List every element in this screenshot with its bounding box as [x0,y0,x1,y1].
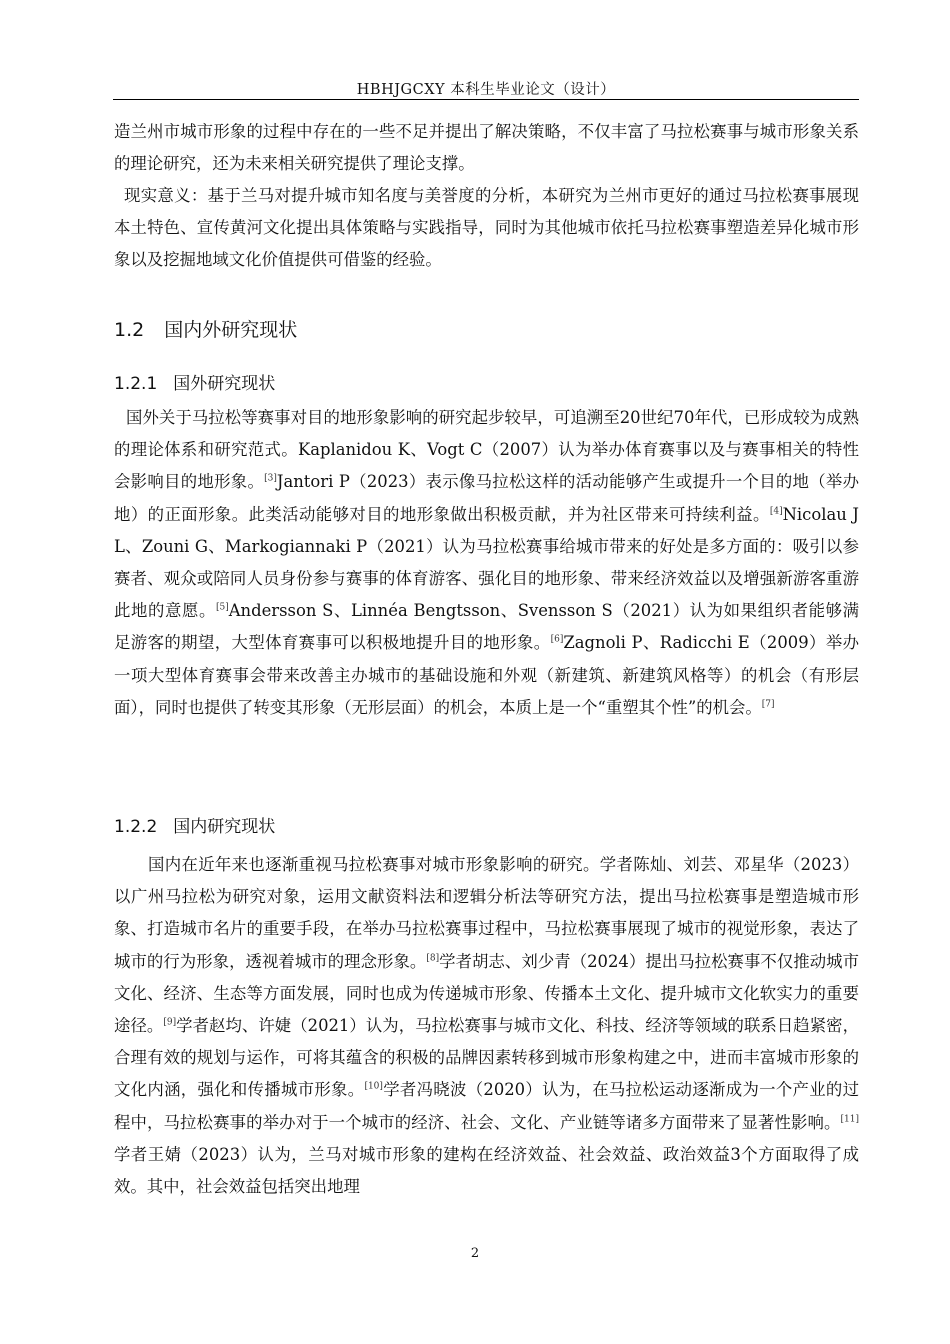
page-number: 2 [470,1246,480,1261]
citation-ref[interactable]: [11] [840,1114,859,1125]
header-rule [113,99,859,100]
section-heading-1-2 [114,315,297,342]
page-header: HBHJGCXY 本科生毕业论文（设计） [356,82,616,98]
section-heading-1-2-2 [114,812,275,837]
text-segment: Zagnoli P、Radicchi E（2009）举办一项大型体育赛事会带来改善主办城市的基础设施和外观（新建筑、新建筑风格等）的机会（有形层面），同时也提供了转变其形象（无形层面）的机会，本质上是一个“重塑其个性”的机会。 [114,633,859,717]
text-segment: 学者胡志、刘少青（2024）提出马拉松赛事不仅推动城市文化、经济、生态等方面发展，同时也成为传递城市形象、传播本土文化、提升城市文化软实力的重要途径。 [114,951,860,1036]
paragraph-practical-significance: 现实意义：基于兰马对提升城市知名度与美誉度的分析，本研究为兰州市更好的通过马拉松赛事展现本土特色、宣传黄河文化提出具体策略与实践指导，同时为其他城市依托马拉松赛事塑造差异化城市形象以及挖掘地域文化价值提供可借鉴的经验。 [114,186,859,270]
citation-ref[interactable]: [4] [769,506,783,517]
citation-ref[interactable]: [9] [163,1017,177,1028]
citation-ref[interactable]: [7] [761,699,775,710]
text-segment: Jantori P（2023）表示像马拉松这样的活动能够产生或提升一个目的地（举办地）的正面形象。此类活动能够对目的地形象做出积极贡献，并为社区带来可持续利益。 [114,472,859,524]
citation-ref[interactable]: [10] [364,1081,383,1092]
paragraph-domestic-research [114,849,859,1203]
text-segment: 学者王婧（2023）认为，兰马对城市形象的建构在经济效益、社会效益、政治效益3个方面取得了成效。其中，社会效益包括突出地理 [114,1144,859,1197]
paragraph-foreign-research [114,402,859,724]
section-title: 国外研究现状 [173,374,276,394]
text-segment: 学者赵均、许婕（2021）认为，马拉松赛事与城市文化、科技、经济等领域的联系日趋紧密，合理有效的规划与运作，可将其蕴含的积极的品牌因素转移到城市形象构建之中，进而丰富城市形象的文化内涵，强化和传播城市形象。 [114,1016,859,1100]
section-number: 1.2 [114,319,145,341]
text-segment: 国内在近年来也逐渐重视马拉松赛事对城市形象影响的研究。学者陈灿、刘芸、邓星华（2023）以广州马拉松为研究对象，运用文献资料法和逻辑分析法等研究方法，提出马拉松赛事是塑造城市形象、打造城市名片的重要手段，在举办马拉松赛事过程中，马拉松赛事展现了城市的视觉形象，表达了城市的行为形象，透视着城市的理念形象。 [114,855,859,971]
citation-ref[interactable]: [3] [264,473,277,484]
section-number: 1.2.1 [114,374,158,394]
text-segment: Nicolau J L、Zouni G、Markogiannaki P（2021）认为马拉松赛事给城市带来的好处是多方面的：吸引以参赛者、观众或陪同人员身份参与赛事的体育游客、强化目的地形象、带来经济效益以及增强新游客重游此地的意愿。 [114,504,860,621]
citation-ref[interactable]: [8] [426,953,440,964]
citation-ref[interactable]: [5] [215,602,229,613]
section-heading-1-2-1 [114,369,275,394]
citation-ref[interactable]: [6] [550,634,564,645]
section-number: 1.2.2 [114,817,158,837]
text-segment: 学者冯晓波（2020）认为，在马拉松运动逐渐成为一个产业的过程中，马拉松赛事的举办对于一个城市的经济、社会、文化、产业链等诸多方面带来了显著性影响。 [114,1080,860,1132]
paragraph-theoretical-significance: 造兰州市城市形象的过程中存在的一些不足并提出了解决策略，不仅丰富了马拉松赛事与城市形象关系的理论研究，还为未来相关研究提供了理论支撑。 [114,122,859,174]
section-title: 国内外研究现状 [164,319,298,341]
text-segment: Andersson S、Linnéa Bengtsson、Svensson S（2021）认为如果组织者能够满足游客的期望，大型体育赛事可以积极地提升目的地形象。 [114,601,859,653]
section-title: 国内研究现状 [173,817,276,837]
text-segment: 国外关于马拉松等赛事对目的地形象影响的研究起步较早，可追溯至20世纪70年代，已形成较为成熟的理论体系和研究范式。Kaplanidou K、Vogt C（2007）认为举办体育赛事以及与赛事相关的特性会影响目的地形象。 [114,408,859,492]
